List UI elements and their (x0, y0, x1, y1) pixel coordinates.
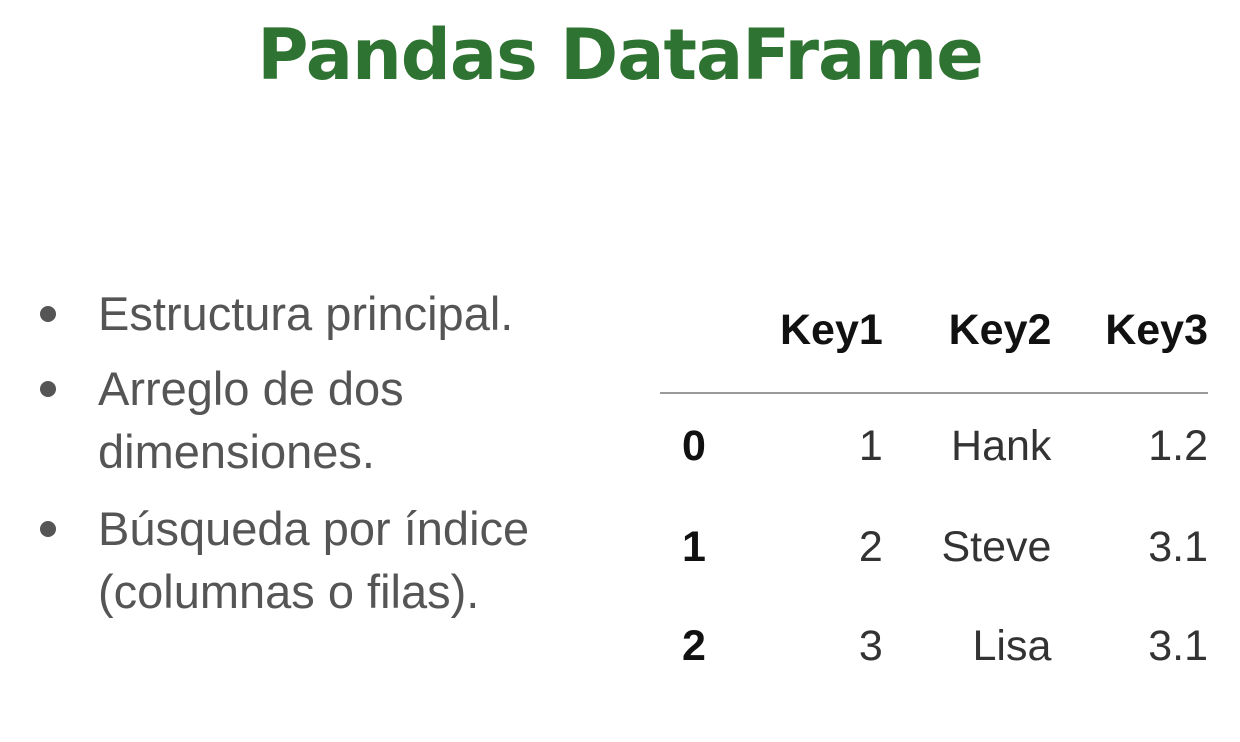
bullet-text: Arreglo de dos dimensiones. (98, 362, 404, 478)
column-header: Key1 (752, 296, 882, 393)
bullet-item (38, 282, 618, 345)
table-row (660, 597, 1208, 696)
column-header: Key3 (1051, 296, 1208, 393)
table-header (660, 296, 1208, 393)
table-cell: Hank (951, 421, 1052, 470)
bullet-dot-icon (40, 381, 56, 397)
table-cell: Lisa (972, 622, 1052, 670)
index-header (660, 296, 752, 393)
header-row (660, 296, 1208, 393)
table-cell: 1 (858, 421, 883, 470)
row-index: 0 (682, 421, 706, 470)
table-cell: 3.1 (1148, 622, 1208, 670)
table-cell: Steve (941, 523, 1052, 571)
bullet-dot-icon (40, 306, 56, 322)
row-index: 1 (682, 523, 706, 571)
dataframe-table (660, 296, 1208, 696)
column-header: Key2 (883, 296, 1052, 393)
bullet-text: Búsqueda por índice (columnas o filas). (98, 502, 530, 618)
bullet-list (38, 282, 618, 635)
bullet-dot-icon (40, 521, 56, 537)
table-cell: 3 (858, 622, 883, 670)
table-cell: 3.1 (1148, 523, 1208, 571)
table-cell: 1.2 (1148, 421, 1208, 470)
row-index: 2 (682, 622, 706, 670)
slide-title: Pandas DataFrame (257, 14, 983, 96)
table-body (660, 393, 1208, 696)
bullet-item (38, 357, 618, 483)
table-row (660, 393, 1208, 498)
table-row (660, 498, 1208, 597)
bullet-item (38, 497, 618, 623)
table-cell: 2 (858, 523, 883, 571)
bullet-text: Estructura principal. (98, 287, 514, 340)
